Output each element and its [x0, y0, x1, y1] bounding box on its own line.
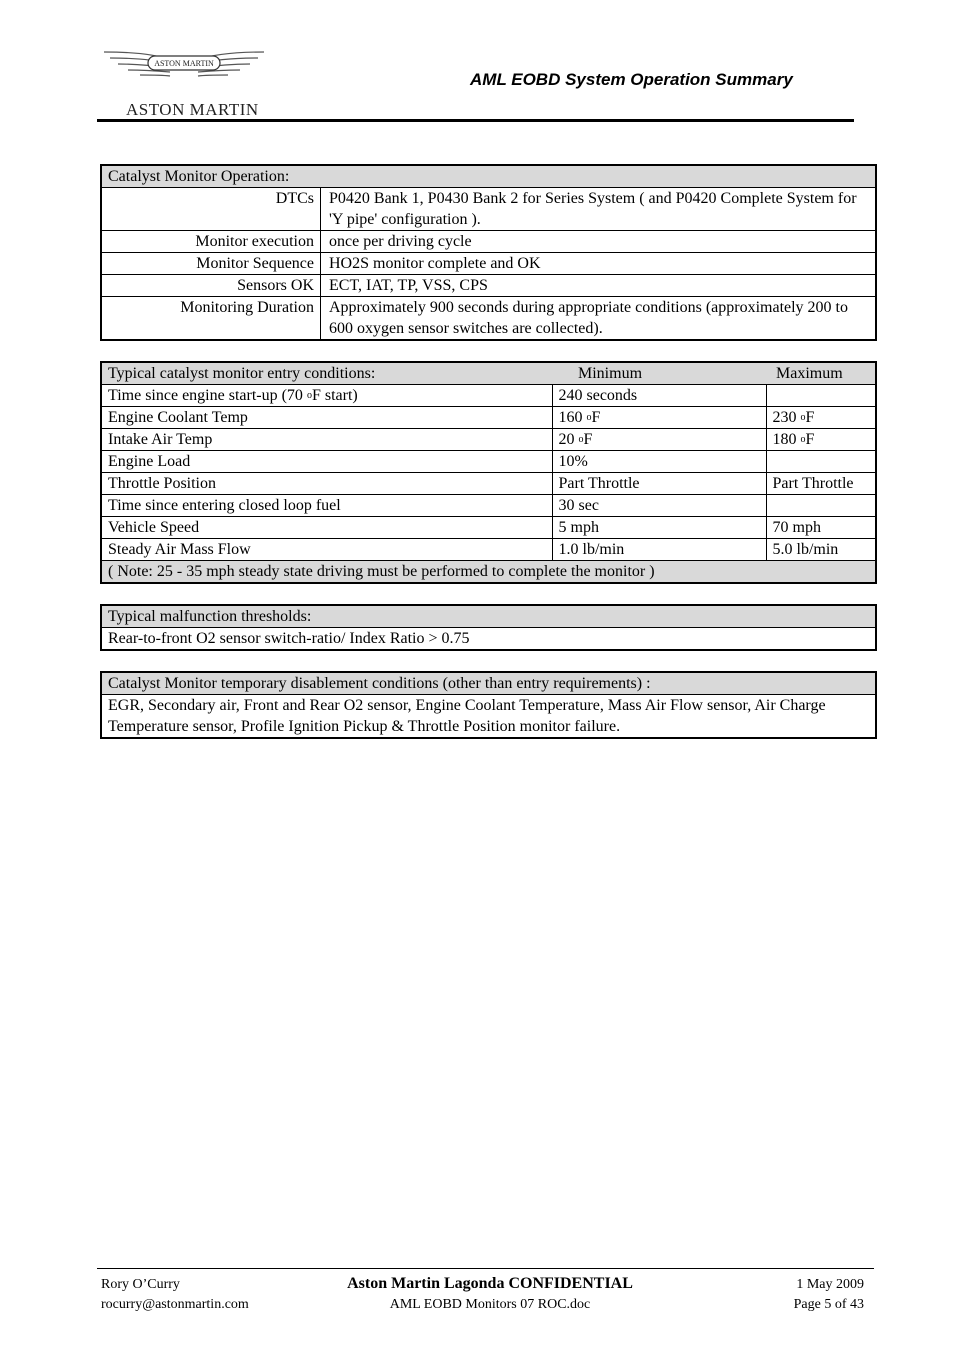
footer-author: Rory O’Curry — [101, 1277, 180, 1292]
condition-minimum: 1.0 lb/min — [552, 539, 766, 561]
row-value: Approximately 900 seconds during appropriate conditions (approximately 200 to 600 oxygen sensor switches are collected). — [321, 297, 877, 341]
row-label: DTCs — [101, 188, 321, 231]
table-row — [101, 253, 876, 275]
condition-maximum — [766, 385, 876, 407]
table-row — [101, 297, 876, 341]
condition-minimum: 20 $^o$F — [552, 429, 766, 451]
column-header-minimum: Minimum — [552, 362, 766, 385]
footer-divider — [97, 1268, 874, 1269]
condition-name: Intake Air Temp — [101, 429, 552, 451]
condition-maximum — [766, 451, 876, 473]
footer-filename: AML EOBD Monitors 07 ROC.doc — [389, 1297, 591, 1312]
table-row — [101, 275, 876, 297]
table-row — [101, 451, 876, 473]
row-value: ECT, IAT, TP, VSS, CPS — [321, 275, 877, 297]
section-heading: Typical catalyst monitor entry conditions: — [101, 362, 552, 385]
header-divider — [97, 119, 854, 122]
row-value: once per driving cycle — [321, 231, 877, 253]
row-label: Sensors OK — [101, 275, 321, 297]
condition-name: Throttle Position — [101, 473, 552, 495]
row-label: Monitor Sequence — [101, 253, 321, 275]
section-heading: Catalyst Monitor Operation: — [101, 165, 876, 188]
condition-name: Steady Air Mass Flow — [101, 539, 552, 561]
malfunction-thresholds-table — [100, 604, 877, 651]
table-row — [101, 407, 876, 429]
condition-name: Time since entering closed loop fuel — [101, 495, 552, 517]
table-row — [101, 385, 876, 407]
catalyst-monitor-operation-table — [100, 164, 877, 341]
condition-maximum: 180 $^o$F — [766, 429, 876, 451]
table-row — [101, 495, 876, 517]
disablement-text: EGR, Secondary air, Front and Rear O2 sensor, Engine Coolant Temperature, Mass Air Flow sensor, Air Charge Temperature sensor, Profile Ignition Pickup & Throttle Position monitor failure. — [101, 695, 876, 739]
table-row — [101, 231, 876, 253]
threshold-text: Rear-to-front O2 sensor switch-ratio/ Index Ratio > 0.75 — [101, 628, 876, 651]
brand-name: ASTON MARTIN — [126, 100, 259, 119]
condition-maximum: 5.0 lb/min — [766, 539, 876, 561]
row-label: Monitor execution — [101, 231, 321, 253]
table-row — [101, 188, 876, 231]
condition-maximum: Part Throttle — [766, 473, 876, 495]
condition-name: Engine Load — [101, 451, 552, 473]
condition-name: Vehicle Speed — [101, 517, 552, 539]
row-label: Monitoring Duration — [101, 297, 321, 341]
disablement-conditions-table — [100, 671, 877, 739]
table-row — [101, 517, 876, 539]
condition-name: Time since engine start-up (70 $^o$F start) — [101, 385, 552, 407]
row-value: HO2S monitor complete and OK — [321, 253, 877, 275]
condition-minimum: 160 $^o$F — [552, 407, 766, 429]
condition-maximum: 70 mph — [766, 517, 876, 539]
condition-minimum: 240 seconds — [552, 385, 766, 407]
table-header-row — [101, 362, 876, 385]
condition-name: Engine Coolant Temp — [101, 407, 552, 429]
document-title: AML EOBD System Operation Summary — [470, 70, 793, 89]
row-value: P0420 Bank 1, P0430 Bank 2 for Series System ( and P0420 Complete System for 'Y pipe' configuration ). — [321, 188, 877, 231]
table-row — [101, 429, 876, 451]
footer-date: 1 May 2009 — [796, 1277, 864, 1292]
table-note: ( Note: 25 - 35 mph steady state driving must be performed to complete the monitor ) — [101, 561, 876, 584]
section-heading: Typical malfunction thresholds: — [101, 605, 876, 628]
entry-conditions-table — [100, 361, 877, 584]
condition-maximum: 230 $^o$F — [766, 407, 876, 429]
section-heading: Catalyst Monitor temporary disablement conditions (other than entry requirements) : — [101, 672, 876, 695]
table-row — [101, 473, 876, 495]
logo-text: ASTON MARTIN — [154, 59, 214, 68]
column-header-maximum: Maximum — [766, 362, 876, 385]
footer-confidential: Aston Martin Lagonda CONFIDENTIAL — [347, 1275, 633, 1292]
condition-minimum: 5 mph — [552, 517, 766, 539]
condition-minimum: 10% — [552, 451, 766, 473]
footer-email: rocurry@astonmartin.com — [101, 1297, 249, 1312]
condition-maximum — [766, 495, 876, 517]
table-row — [101, 539, 876, 561]
condition-minimum: Part Throttle — [552, 473, 766, 495]
footer-page-number: Page 5 of 43 — [793, 1297, 864, 1312]
condition-minimum: 30 sec — [552, 495, 766, 517]
